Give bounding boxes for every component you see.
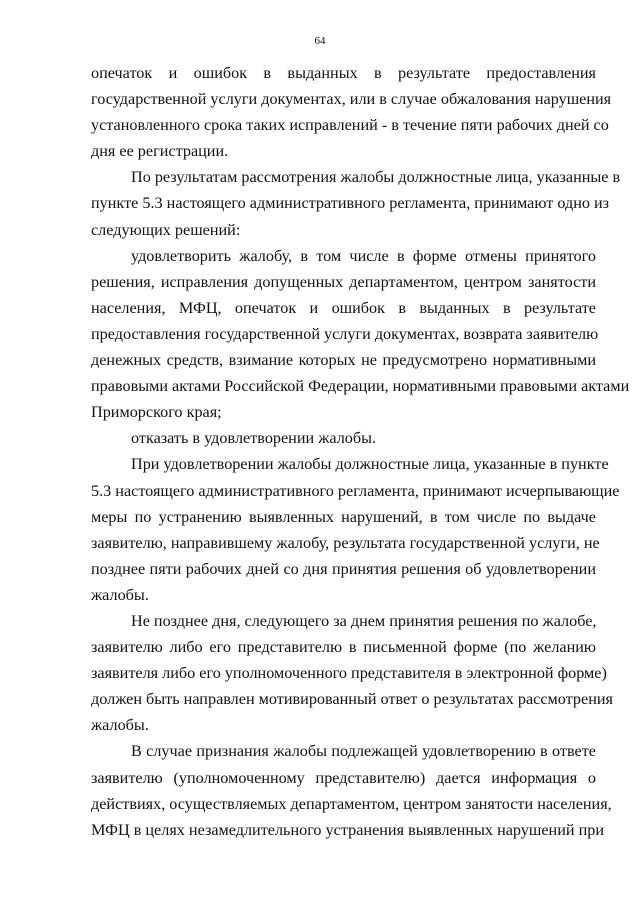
text-line: отказать в удовлетворении жалобы.	[131, 429, 377, 448]
text-line: При удовлетворении жалобы должностные лица, указанные в пункте	[131, 455, 609, 474]
paragraph	[91, 243, 630, 426]
text-line: 5.3 настоящего административного регламента, принимают исчерпывающие	[91, 481, 620, 500]
paragraph	[91, 164, 621, 242]
text-line: населения, МФЦ, опечаток и ошибок в выданных в результате	[91, 298, 596, 317]
text-line: правовыми актами Российской Федерации, нормативными правовыми актами	[91, 377, 630, 396]
text-line: заявителю (уполномоченному представителю) дается информация о	[91, 768, 596, 787]
document-body	[91, 60, 630, 843]
text-line: жалобы.	[91, 716, 149, 735]
text-line: удовлетворить жалобу, в том числе в форме отмены принятого	[131, 246, 596, 265]
text-line: действиях, осуществляемых департаментом, центром занятости населения,	[91, 794, 612, 813]
text-line: позднее пяти рабочих дней со дня принятия решения об удовлетворении	[91, 559, 596, 578]
text-line: МФЦ в целях незамедлительного устранения выявленных нарушений при	[91, 820, 604, 839]
text-line: следующих решений:	[91, 220, 241, 239]
text-line: заявителя либо его уполномоченного представителя в электронной форме)	[91, 664, 607, 683]
text-line: жалобы.	[91, 585, 149, 604]
page-number: 64	[314, 35, 326, 47]
text-line: должен быть направлен мотивированный ответ о результатах рассмотрения	[91, 690, 613, 709]
text-line: Приморского края;	[91, 403, 222, 422]
text-line: предоставления государственной услуги документах, возврата заявителю	[91, 324, 599, 343]
text-line: заявителю, направившему жалобу, результата государственной услуги, не	[91, 533, 600, 552]
paragraph	[91, 738, 612, 842]
paragraph	[91, 60, 612, 164]
text-line: Не позднее дня, следующего за днем принятия решения по жалобе,	[131, 611, 597, 630]
text-line: заявителю либо его представителю в письменной форме (по желанию	[91, 638, 596, 657]
text-line: дня ее регистрации.	[91, 142, 229, 161]
text-line: меры по устранению выявленных нарушений, в том числе по выдаче	[91, 507, 596, 526]
paragraph	[91, 451, 620, 608]
text-line: По результатам рассмотрения жалобы должностные лица, указанные в	[131, 168, 621, 187]
text-line: государственной услуги документах, или в случае обжалования нарушения	[91, 90, 612, 109]
text-line: установленного срока таких исправлений - в течение пяти рабочих дней со	[91, 116, 609, 135]
paragraph	[91, 425, 596, 451]
text-line: решения, исправления допущенных департаментом, центром занятости	[91, 272, 596, 291]
text-line: денежных средств, взимание которых не предусмотрено нормативными	[91, 351, 596, 370]
text-line: опечаток и ошибок в выданных в результате предоставления	[91, 64, 596, 82]
text-line: В случае признания жалобы подлежащей удовлетворению в ответе	[131, 742, 596, 761]
paragraph	[91, 608, 613, 738]
text-line: пункте 5.3 настоящего административного регламента, принимают одно из	[91, 194, 610, 213]
